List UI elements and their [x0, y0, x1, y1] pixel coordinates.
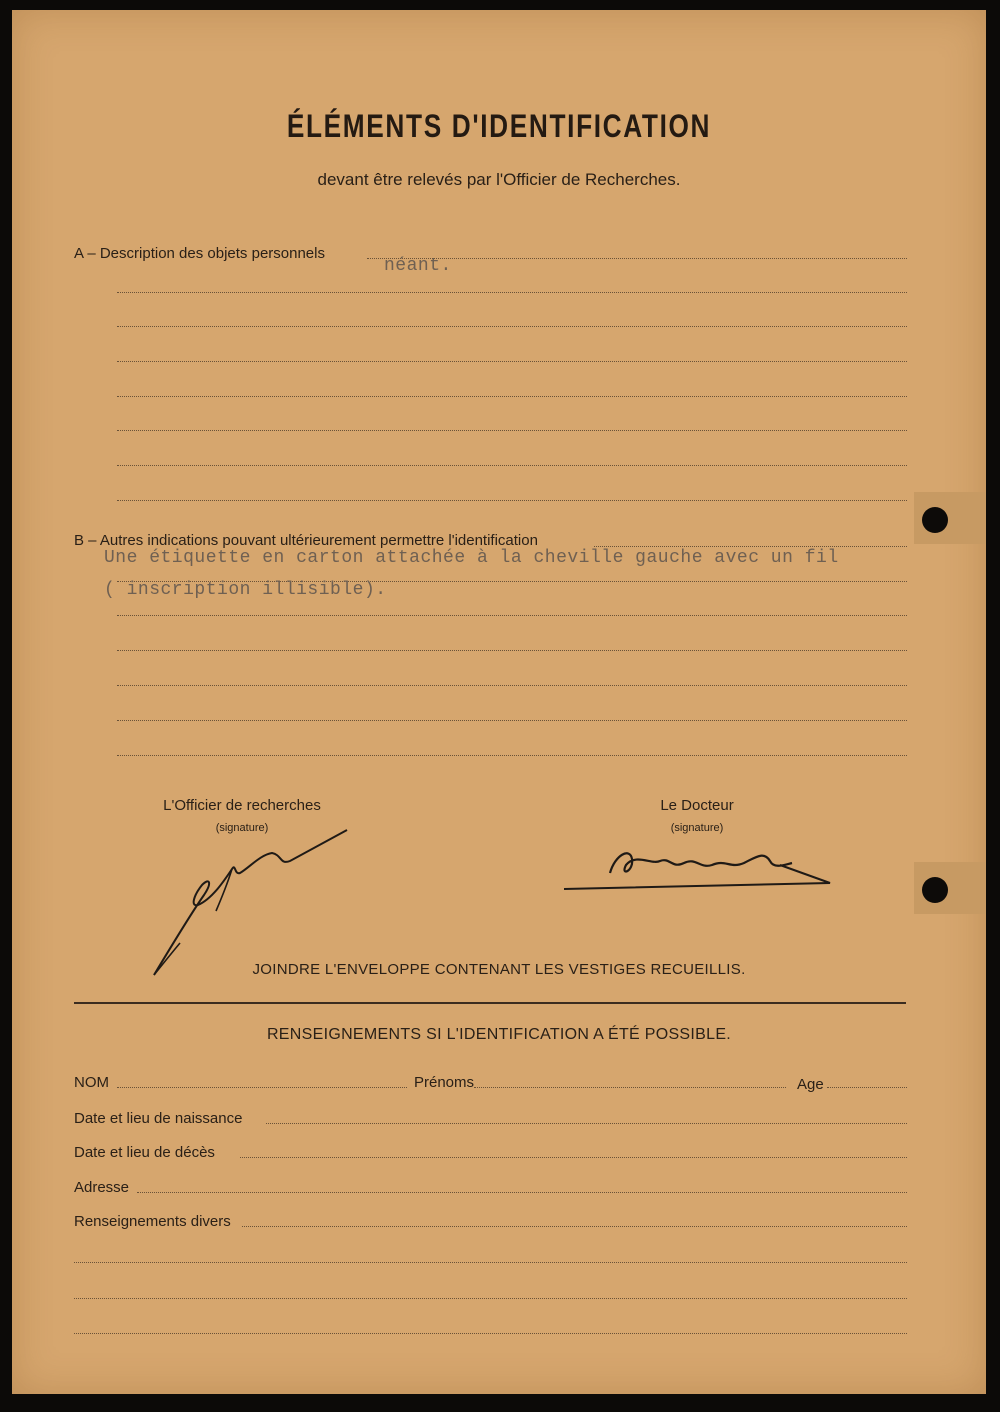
envelope-instruction: JOINDRE L'ENVELOPPE CONTENANT LES VESTIGES RECUEILLIS.	[252, 961, 746, 978]
section-a-label: A – Description des objets personnels	[74, 245, 325, 262]
divers-line	[242, 1226, 907, 1227]
section-b-typed-line-2: ( inscription illisible).	[104, 580, 387, 600]
divers-line	[74, 1333, 907, 1334]
section-a-typed-value: néant.	[384, 256, 452, 276]
identification-heading: RENSEIGNEMENTS SI L'IDENTIFICATION A ÉTÉ POSSIBLE.	[266, 1026, 732, 1043]
officer-signature-caption: (signature)	[215, 822, 269, 834]
naissance-label: Date et lieu de naissance	[74, 1110, 243, 1127]
section-a-line	[117, 465, 907, 466]
section-b-typed-line-1: Une étiquette en carton attachée à la cheville gauche avec un fil	[104, 548, 839, 568]
form-sheet	[12, 10, 986, 1394]
section-a-line	[367, 258, 907, 259]
section-a-line	[117, 361, 907, 362]
section-a-line	[117, 292, 907, 293]
section-a-line	[117, 500, 907, 501]
section-a-line	[117, 396, 907, 397]
section-b-line	[594, 546, 907, 547]
deces-label: Date et lieu de décès	[74, 1144, 215, 1161]
divers-line	[74, 1262, 907, 1263]
prenoms-label: Prénoms	[414, 1074, 475, 1091]
form-subtitle: devant être relevés par l'Officier de Recherches.	[317, 170, 681, 189]
punch-hole-upper	[922, 507, 948, 533]
divers-line	[74, 1298, 907, 1299]
section-b-label: B – Autres indications pouvant ultérieurement permettre l'identification	[74, 532, 538, 549]
adresse-label: Adresse	[74, 1179, 130, 1196]
form-title: ÉLÉMENTS D'IDENTIFICATION	[286, 108, 712, 144]
deces-line	[240, 1157, 907, 1158]
prenoms-line	[474, 1087, 786, 1088]
section-b-line	[117, 650, 907, 651]
section-b-line	[117, 720, 907, 721]
nom-label: NOM	[74, 1074, 109, 1091]
section-b-line	[117, 615, 907, 616]
doctor-signature	[560, 835, 840, 895]
nom-line	[117, 1087, 407, 1088]
naissance-line	[266, 1123, 907, 1124]
age-line	[827, 1087, 907, 1088]
adresse-line	[137, 1192, 907, 1193]
section-divider	[74, 1002, 906, 1004]
punch-hole-lower	[922, 877, 948, 903]
officer-title: L'Officier de recherches	[163, 797, 321, 814]
section-b-line	[117, 685, 907, 686]
age-label: Age	[797, 1076, 824, 1093]
doctor-title: Le Docteur	[660, 797, 734, 814]
section-a-line	[117, 430, 907, 431]
doctor-signature-caption: (signature)	[670, 822, 724, 834]
section-b-line	[117, 755, 907, 756]
divers-label: Renseignements divers	[74, 1213, 231, 1230]
section-a-line	[117, 326, 907, 327]
